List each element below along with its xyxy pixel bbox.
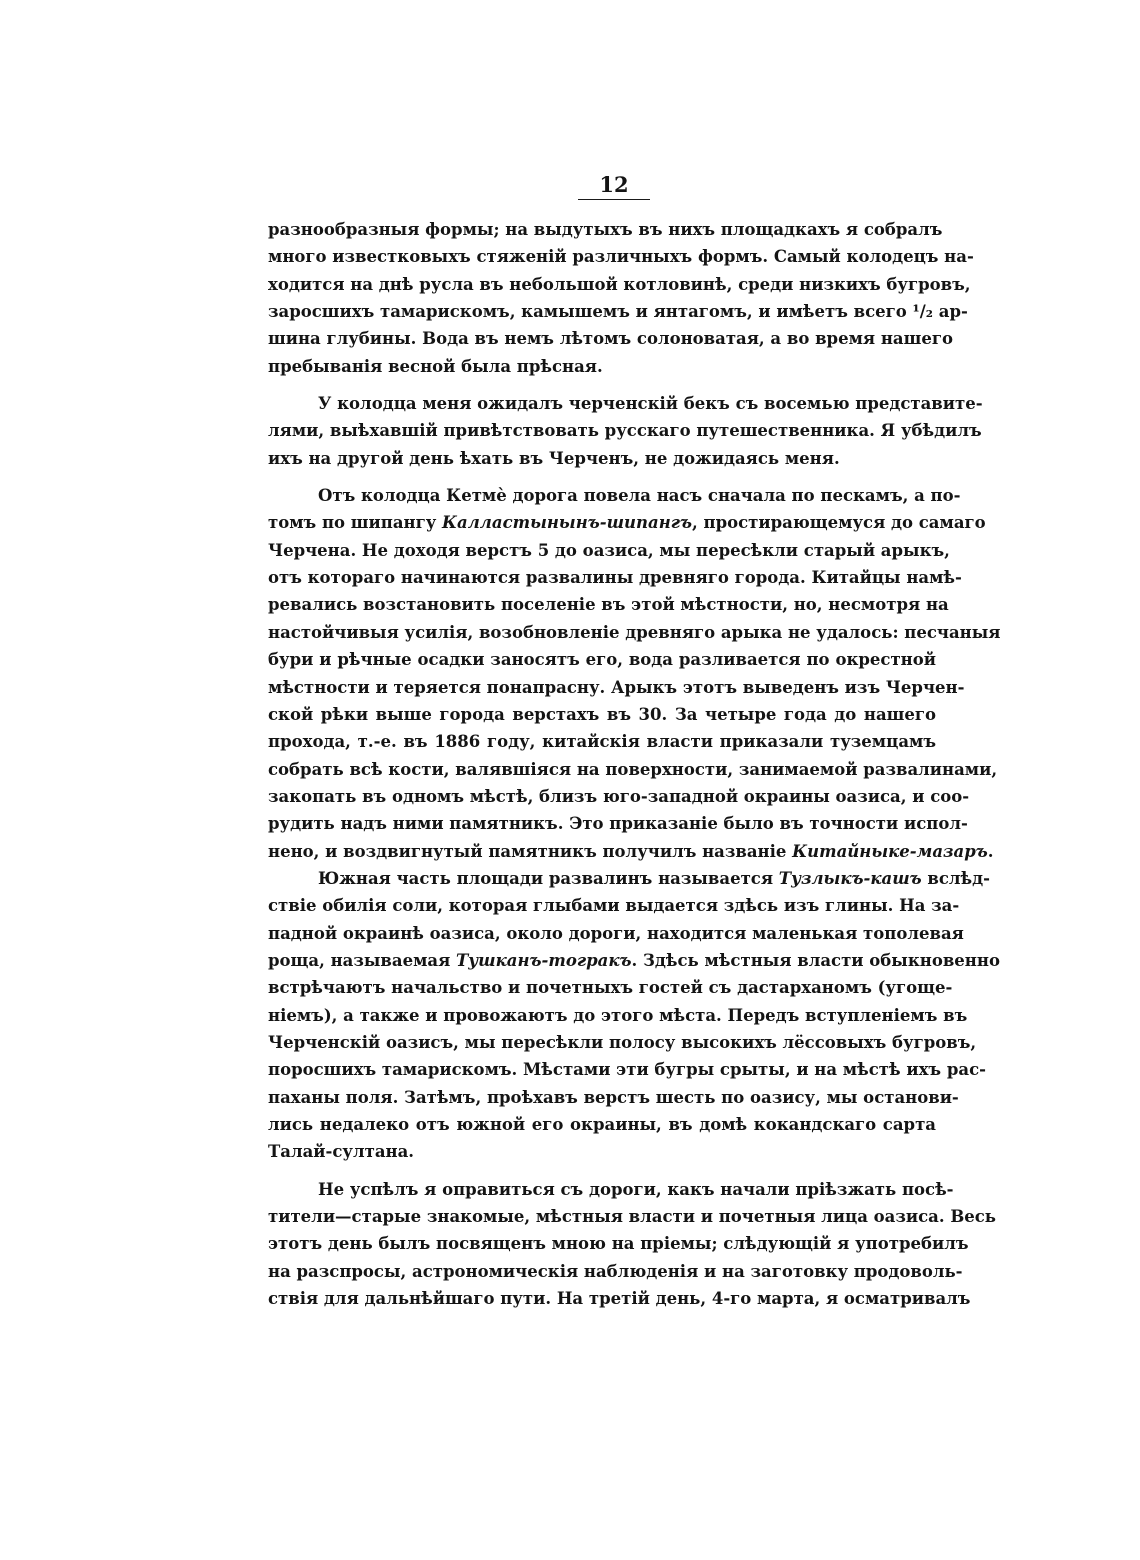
text-line: разнообразныя формы; на выдутыхъ въ нихъ площадкахъ я собралъ	[268, 220, 943, 239]
text-line: закопать въ одномъ мѣстѣ, близъ юго-западной окраины оазиса, и соо-	[268, 786, 970, 806]
text-line: Черчена. Не доходя верстъ 5 до оазиса, мы пересѣкли старый арыкъ,	[268, 540, 950, 560]
text-line: Не успѣлъ я оправиться съ дороги, какъ начали пріѣзжать посѣ-	[318, 1179, 954, 1199]
text-line: ской рѣки выше города верстахъ въ 30. За четыре года до нашего	[268, 704, 936, 724]
place-name: Тушканъ-тогракъ	[456, 950, 632, 970]
text-line: Южная часть площади развалинъ называется Тузлыкъ-кашъ вслѣд-	[318, 868, 991, 888]
text-line: мѣстности и теряется понапрасну. Арыкъ этотъ выведенъ изъ Черчен-	[268, 677, 965, 697]
text-line: поросшихъ тамарискомъ. Мѣстами эти бугры срыты, и на мѣстѣ ихъ рас-	[268, 1060, 986, 1080]
text-line: томъ по шипангу Калластынынъ-шипангъ, простирающемуся до самаго	[268, 513, 986, 533]
paragraph	[268, 1176, 997, 1313]
text-line: заросшихъ тамарискомъ, камышемъ и янтагомъ, и имѣетъ всего ¹/₂ ар-	[268, 302, 968, 322]
text-line: паханы поля. Затѣмъ, проѣхавъ верстъ шесть по оазису, мы останови-	[268, 1087, 959, 1107]
text-line: собрать всѣ кости, валявшіяся на поверхности, занимаемой развалинами,	[268, 759, 998, 779]
text-line: встрѣчаютъ начальство и почетныхъ гостей съ дастарханомъ (угоще-	[268, 978, 953, 998]
text-line: шина глубины. Вода въ немъ лѣтомъ солоноватая, а во время нашего	[268, 329, 953, 349]
text-line: ихъ на другой день ѣхать въ Черченъ, не дожидаясь меня.	[268, 448, 840, 468]
text-line: ствія для дальнѣйшаго пути. На третій день, 4-го марта, я осматривалъ	[268, 1289, 971, 1309]
paragraph	[268, 390, 983, 472]
text-line: пребыванія весной была прѣсная.	[268, 356, 603, 376]
paragraph	[268, 865, 1000, 1166]
text-line: лями, выѣхавшій привѣтствовать русскаго путешественника. Я убѣдилъ	[268, 421, 982, 441]
place-name: Калластынынъ-шипангъ	[442, 513, 693, 533]
text-line: на разспросы, астрономическія наблюденія и на заготовку продоволь-	[268, 1261, 963, 1281]
text-line: много известковыхъ стяженій различныхъ формъ. Самый колодецъ на-	[268, 247, 974, 267]
text-line: У колодца меня ожидалъ черченскій бекъ съ восемью представите-	[318, 394, 983, 414]
text-line: Талай-султана.	[268, 1142, 415, 1162]
text-line: настойчивыя усилія, возобновленіе древняго арыка не удалось: песчаныя	[268, 622, 1001, 642]
paragraph-gap	[268, 380, 936, 390]
text-line: нено, и воздвигнутый памятникъ получилъ названіе Китайныке-мазаръ.	[268, 841, 994, 861]
text-line: тители—старые знакомые, мѣстныя власти и почетныя лица оазиса. Весь	[268, 1207, 997, 1227]
paragraph-gap	[268, 472, 936, 482]
paragraph	[268, 482, 1001, 865]
place-name: Китайныке-мазаръ	[792, 841, 988, 861]
text-line: ствіе обилія соли, которая глыбами выдается здѣсь изъ глины. На за-	[268, 896, 960, 916]
body-text	[268, 216, 1001, 1312]
text-line: роща, называемая Тушканъ-тогракъ. Здѣсь мѣстныя власти обыкновенно	[268, 950, 1000, 970]
text-line: ревались возстановить поселеніе въ этой мѣстности, но, несмотря на	[268, 595, 949, 615]
text-line: Отъ колодца Кетмѐ дорога повела насъ сначала по пескамъ, а по-	[318, 486, 961, 506]
paragraph-gap	[268, 1166, 936, 1176]
text-line: Черченскій оазисъ, мы пересѣкли полосу высокихъ лёссовыхъ бугровъ,	[268, 1032, 977, 1052]
page-number-rule	[578, 199, 650, 200]
text-line: бури и рѣчные осадки заносятъ его, вода разливается по окрестной	[268, 650, 936, 670]
text-line: лись недалеко отъ южной его окраины, въ домѣ кокандскаго сарта	[268, 1115, 936, 1134]
page-number: 12	[599, 172, 629, 197]
text-line: отъ котораго начинаются развалины древняго города. Китайцы намѣ-	[268, 568, 962, 588]
text-line: падной окраинѣ оазиса, около дороги, находится маленькая тополевая	[268, 923, 964, 943]
text-line: ніемъ), а также и провожаютъ до этого мѣста. Передъ вступленіемъ въ	[268, 1005, 968, 1025]
place-name: Тузлыкъ-кашъ	[778, 868, 922, 888]
text-line: прохода, т.-е. въ 1886 году, китайскія власти приказали туземцамъ	[268, 732, 936, 752]
text-line: рудить надъ ними памятникъ. Это приказаніе было въ точности испол-	[268, 814, 968, 834]
text-line: этотъ день былъ посвященъ мною на пріемы; слѣдующій я употребилъ	[268, 1234, 969, 1254]
paragraph	[268, 216, 974, 380]
text-line: ходится на днѣ русла въ небольшой котловинѣ, среди низкихъ бугровъ,	[268, 274, 971, 294]
